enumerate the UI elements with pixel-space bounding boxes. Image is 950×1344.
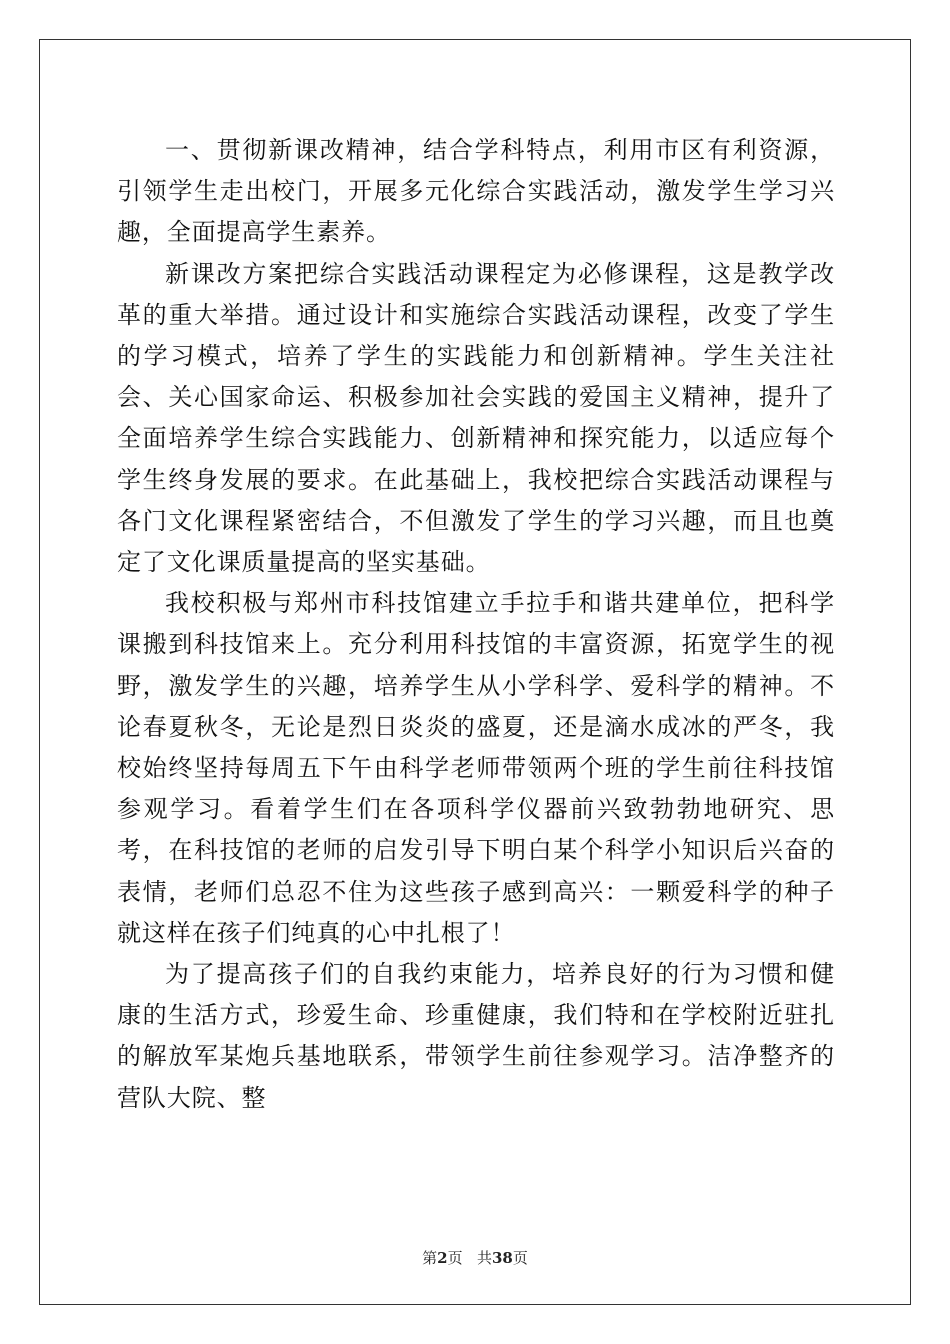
paragraph: 为了提高孩子们的自我约束能力，培养良好的行为习惯和健康的生活方式，珍爱生命、珍重健康，我们特和在学校附近驻扎的解放军某炮兵基地联系，带领学生前往参观学习。洁净整齐的营队大院、整 [117, 960, 835, 1112]
page-footer [0, 1247, 950, 1268]
total-page-count: 38 [491, 1249, 513, 1267]
paragraph: 新课改方案把综合实践活动课程定为必修课程，这是教学改革的重大举措。通过设计和实施综合实践活动课程，改变了学生的学习模式，培养了学生的实践能力和创新精神。学生关注社会、关心国家命运、积极参加社会实践的爱国主义精神，提升了全面培养学生综合实践能力、创新精神和探究能力，以适应每个学生终身发展的要求。在此基础上，我校把综合实践活动课程与各门文化课程紧密结合，不但激发了学生的学习兴趣，而且也奠定了文化课质量提高的坚实基础。 [117, 259, 835, 577]
total-label-suffix: 页 [512, 1249, 528, 1267]
paragraph: 我校积极与郑州市科技馆建立手拉手和谐共建单位，把科学课搬到科技馆来上。充分利用科技馆的丰富资源，拓宽学生的视野，激发学生的兴趣，培养学生从小学科学、爱科学的精神。不论春夏秋冬，无论是烈日炎炎的盛夏，还是滴水成冰的严冬，我校始终坚持每周五下午由科学老师带领两个班的学生前往科技馆参观学习。看着学生们在各项科学仪器前兴致勃勃地研究、思考，在科技馆的老师的启发引导下明白某个科学小知识后兴奋的表情，老师们总忍不住为这些孩子感到高兴：一颗爱科学的种子就这样在孩子们纯真的心中扎根了！ [117, 589, 835, 947]
document-body [117, 130, 835, 1119]
page-label-suffix: 页 [447, 1249, 463, 1267]
page-label-prefix: 第 [422, 1249, 438, 1267]
paragraph: 一、贯彻新课改精神，结合学科特点，利用市区有利资源，引领学生走出校门，开展多元化综合实践活动，激发学生学习兴趣，全面提高学生素养。 [117, 136, 835, 247]
total-label-prefix: 共 [476, 1249, 492, 1267]
current-page-number: 2 [437, 1249, 448, 1267]
